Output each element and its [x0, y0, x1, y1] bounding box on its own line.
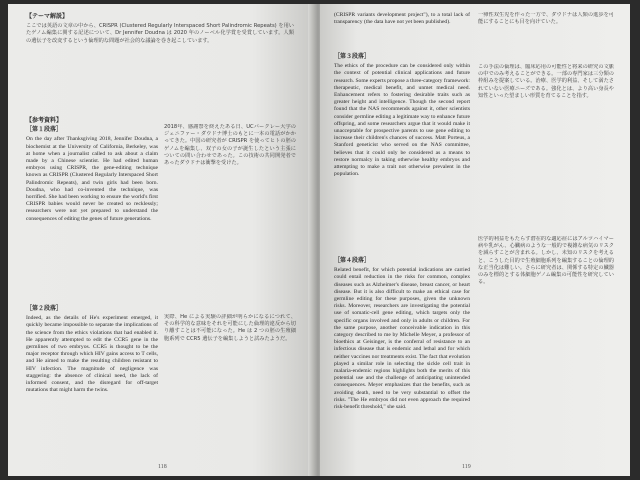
left-page — [8, 4, 314, 476]
intro-heading: 【テーマ解説】 — [26, 14, 69, 20]
page-number-left: 118 — [158, 464, 167, 470]
top-en — [334, 12, 470, 46]
section4-sub: ［第４段落］ — [334, 258, 371, 264]
intro-block — [26, 12, 294, 112]
section2-sub: ［第２段落］ — [26, 306, 63, 312]
section3-en — [334, 52, 470, 252]
section1-jp: 2018年、感謝祭を終えたある日、UCバークレー大学のジェニファー・ダウドナ博士のもとに一本の電話がかかってきた。中国の研究者が CRISPR を使ってヒトの胚のゲノムを編集し、双子の女の子が誕生したという主張についての問い合わせであった。この技術の共同開発者であったダウドナは衝撃を受けた。 — [164, 124, 296, 167]
section3-sub: ［第３段落］ — [334, 54, 371, 60]
right-page — [320, 4, 630, 476]
open-book — [8, 4, 630, 476]
section4-jp: 医学的利益をもたらす潜在的な適応症にはアルツハイマー病や乳がん、心臓病のような一般的で複雑な病気のリスクを減らすことが含まれる。しかし、未知のリスクを考えると、こうした目的で生殖細胞系列を編集することの倫理的な正当化は難しい。さらに研究者は、関係する特定の臓器のみを標的とする体細胞ゲノム編集の可能性を研究している。 — [478, 236, 614, 286]
section3-text: The ethics of the procedure can be considered only within the context of potential clinical applications and future research. Some experts propose a three-category framework: therapeutic, medical benefit, and unmet medical need. Enhancement refers to fostering desirable traits such as greater height and intelligence. Though the second report found that the NAS recommends against it, other scientists consider germline editing a legitimate way to enhance future offspring, and some researchers argue that it would make it unacceptable for prospective parents to use gene editing to increase their children's chances of success. Matt Porteus, a Stanford geneticist who served on the NAS committee, believes that it could only be considered as a means to restore normalcy in taking otherwise healthy embryos and attempting to make a trait not otherwise prevalent in the population. — [334, 63, 470, 178]
section2-jp-block — [164, 314, 296, 454]
section1-heading: 【参考資料】 — [26, 118, 63, 124]
section1-en — [26, 116, 158, 326]
intro-text: ここでは英語の文章の中から、CRISPR (Clustered Regularly Interspaced Short Palindromic Repeats) を用いたゲノム編集に関する記述について、Dr Jennifer Doudna は 2020 年のノーベル化学賞を受賞しています。人類の遺伝子を改変するという倫理的な問題が社会的な議論を巻き起こしています。 — [26, 23, 294, 44]
section3-jp: この手法の倫理は、臨床応用の可能性と将来の研究の文脈の中でのみ考えることができる。一部の専門家は三分類の枠組みを提案している。治療、医学的利益、そして満たされていない医療ニーズである。強化とは、より高い身長や知性といった望ましい形質を育てることを指す。 — [478, 64, 614, 99]
section3-jp-block — [478, 64, 614, 254]
section1-jp-block — [164, 124, 296, 314]
page-number-right: 119 — [462, 464, 471, 470]
section1-sub: ［第１段落］ — [26, 127, 63, 134]
section2-jp: 実際、He による実験の詳細が明らかになるにつれて、その科学的な意味をそれを可能にした倫理的違反から切り離すことは不可能になった。He は 2 つの胚の生殖細胞系列で CCR5 遺伝子を編集しようと試みたようだ。 — [164, 314, 296, 342]
top-jp: 一卵性双生児を作った一方で、ダウドナは人類の進歩を可能にすることにも目を向けていた。 — [478, 12, 614, 26]
section1-text: On the day after Thanksgiving 2018, Jennifer Doudna, a biochemist at the University of California, Berkeley, was at home when a journalist called to ask about a claim made by a Chinese scientist. He had edited human embryos using CRISPR, the gene-editing technique known as CRISPR (Clustered Regularly Interspaced Short Palindromic Repeats), and twin girls had been born. Doudna, who had co-invented the technique, was horrified. She had been working to ensure the world's first CRISPR babies would never be created so recklessly; researchers were not yet prepared to understand the consequences of editing the genes of future generations. — [26, 136, 158, 222]
section4-jp-block — [478, 236, 614, 436]
section2-text: Indeed, as the details of He's experiment emerged, it quickly became impossible to separate the implications of the science from the ethics violations that had enabled it. He apparently attempted to edit the CCR5 gene in the germlines of two embryos. CCR5 is thought to be the major receptor through which HIV gains access to T cells, and He aimed to make the resulting children resistant to HIV infection. The magnitude of negligence was staggering: the absence of clinical need, the lack of informed consent, and the disregard for off-target mutations that might harm the twins. — [26, 315, 158, 394]
top-text: (CRISPR variants development project"), to a total lack of transparency (the data have not yet been published). — [334, 12, 470, 26]
section4-en — [334, 256, 470, 462]
section4-text: Related benefit, for which potential indications are carried could entail reduction in the risks for common, complex diseases such as Alzheimer's disease, breast cancer, or heart disease. But it is also difficult to make an ethical case for germline editing for these purposes, given the unknown risks. Moreover, researchers are investigating the potential use of somatic-cell gene editing, which targets only the specific organs involved and only in adults or children. For the same purpose, another conceivable indication in this category described to me by Michelle Meyer, a professor of bioethics at Geisinger, is the conferral of resistance to an infectious disease that is endemic and lethal and for which neither vaccines nor treatments exist. The fact that evolution played a similar role in selecting the sickle cell trait in malaria-endemic regions highlights both the merits of this potential use and the challenge of anticipating unintended consequences. Meyer emphasizes that the benefits, such as avoiding death, need to be very substantial to offset the risks. "The He embryos did not even approach the required risk-benefit threshold," she said. — [334, 267, 470, 411]
top-jp-block — [478, 12, 614, 46]
section2-en — [26, 304, 158, 464]
